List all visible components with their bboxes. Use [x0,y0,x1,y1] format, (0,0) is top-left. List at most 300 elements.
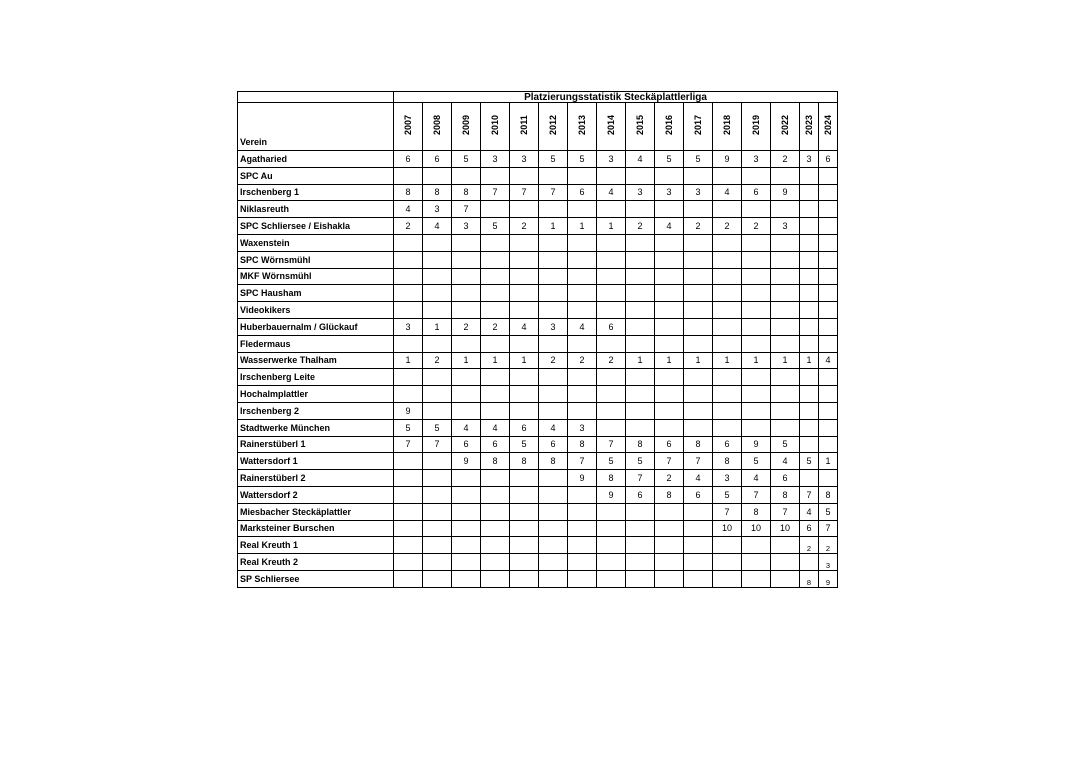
year-label: 2024 [823,114,833,136]
placement-cell [481,537,510,554]
placement-cell: 4 [819,352,838,369]
placement-cell: 4 [510,318,539,335]
placement-cell [597,570,626,587]
placement-cell [655,234,684,251]
team-name: Wattersdorf 2 [238,486,394,503]
year-header-2010 [481,103,510,151]
placement-cell: 2 [819,537,838,554]
placement-cell [481,503,510,520]
year-header-2016 [655,103,684,151]
placement-cell: 7 [481,184,510,201]
placement-cell: 4 [423,218,452,235]
placement-cell [626,386,655,403]
placement-cell [452,251,481,268]
placement-cell [481,251,510,268]
placement-cell [394,554,423,571]
placement-cell: 3 [771,218,800,235]
placement-cell [800,402,819,419]
year-label: 2009 [461,114,471,136]
placement-cell [819,184,838,201]
placement-cell [684,570,713,587]
placement-cell [597,335,626,352]
placement-cell: 5 [481,218,510,235]
team-name: Videokikers [238,302,394,319]
placement-cell [819,335,838,352]
placement-cell: 3 [568,419,597,436]
placement-cell [713,369,742,386]
placement-cell [800,318,819,335]
placement-cell: 4 [626,151,655,168]
placement-cell: 4 [771,453,800,470]
placement-cell [481,554,510,571]
team-name: Irschenberg 2 [238,402,394,419]
placement-cell: 4 [597,184,626,201]
placement-cell [568,302,597,319]
placement-cell [800,285,819,302]
placement-cell [510,302,539,319]
placement-cell [819,167,838,184]
placement-cell [452,386,481,403]
table-row [238,537,838,554]
placement-cell: 3 [626,184,655,201]
placement-cell: 5 [597,453,626,470]
placement-cell [539,402,568,419]
placement-cell: 3 [800,151,819,168]
placement-cell: 4 [394,201,423,218]
placement-cell [510,386,539,403]
team-name: SPC Schliersee / Eishakla [238,218,394,235]
table-row [238,335,838,352]
placement-cell [481,268,510,285]
placement-cell [597,268,626,285]
placement-cell: 2 [481,318,510,335]
placement-cell [568,402,597,419]
team-name: Real Kreuth 1 [238,537,394,554]
placement-cell: 2 [510,218,539,235]
placement-cell: 5 [800,453,819,470]
placement-cell: 3 [539,318,568,335]
placement-cell [510,335,539,352]
placement-cell: 5 [819,503,838,520]
year-header-2017 [684,103,713,151]
placement-cell [394,470,423,487]
placement-cell [684,268,713,285]
placement-cell [510,503,539,520]
placement-cell: 2 [771,151,800,168]
placement-cell: 1 [597,218,626,235]
team-name: Huberbauernalm / Glückauf [238,318,394,335]
placement-cell [626,419,655,436]
placement-cell: 7 [394,436,423,453]
table-row [238,402,838,419]
placement-cell [423,402,452,419]
placement-cell: 8 [626,436,655,453]
placement-cell [819,402,838,419]
placement-cell: 7 [597,436,626,453]
placement-cell [539,570,568,587]
placement-cell: 6 [597,318,626,335]
year-label: 2010 [490,114,500,136]
placement-cell [539,251,568,268]
placement-cell: 1 [510,352,539,369]
table-row [238,554,838,571]
placement-cell [771,318,800,335]
placement-cell: 9 [819,570,838,587]
table-row [238,352,838,369]
placement-cell [819,234,838,251]
placement-cell [713,335,742,352]
placement-cell [626,503,655,520]
team-name: Rainerstüberl 2 [238,470,394,487]
placement-cell: 2 [655,470,684,487]
placement-cell: 5 [655,151,684,168]
placement-cell [423,386,452,403]
placement-table-container [237,91,838,588]
placement-cell [568,537,597,554]
placement-cell [481,335,510,352]
year-header-2007 [394,103,423,151]
placement-cell [800,184,819,201]
year-label: 2012 [548,114,558,136]
placement-cell [771,234,800,251]
placement-cell [394,335,423,352]
team-name: Marksteiner Burschen [238,520,394,537]
placement-cell [452,554,481,571]
year-label: 2011 [519,115,529,135]
placement-cell [655,520,684,537]
placement-table [237,91,838,588]
placement-cell [423,554,452,571]
placement-cell: 8 [539,453,568,470]
placement-cell [394,486,423,503]
placement-cell: 6 [394,151,423,168]
placement-cell [655,419,684,436]
year-header-2008 [423,103,452,151]
table-row [238,369,838,386]
placement-cell [684,402,713,419]
placement-cell [771,251,800,268]
placement-cell [452,369,481,386]
placement-cell [655,386,684,403]
placement-cell [819,201,838,218]
placement-cell [568,486,597,503]
placement-cell [539,520,568,537]
year-label: 2017 [693,114,703,136]
placement-cell [742,234,771,251]
placement-cell [626,167,655,184]
placement-cell [713,402,742,419]
team-name: Wattersdorf 1 [238,453,394,470]
placement-cell [771,268,800,285]
placement-cell: 7 [771,503,800,520]
placement-cell [539,335,568,352]
placement-cell [819,251,838,268]
placement-cell [423,167,452,184]
placement-cell [452,537,481,554]
placement-cell: 7 [626,470,655,487]
placement-cell [394,453,423,470]
placement-cell [742,251,771,268]
placement-cell [423,302,452,319]
placement-cell: 9 [597,486,626,503]
placement-cell [819,302,838,319]
placement-cell: 6 [800,520,819,537]
placement-cell: 4 [800,503,819,520]
placement-cell [423,570,452,587]
year-label: 2023 [804,114,814,136]
placement-cell [481,520,510,537]
placement-cell [452,234,481,251]
placement-cell [800,201,819,218]
placement-cell: 2 [684,218,713,235]
placement-cell [568,234,597,251]
placement-cell: 3 [684,184,713,201]
placement-cell [510,486,539,503]
placement-cell [597,386,626,403]
team-name: Irschenberg 1 [238,184,394,201]
verein-column-header: Verein [238,103,394,151]
placement-cell [684,503,713,520]
placement-cell [568,520,597,537]
placement-cell: 3 [452,218,481,235]
table-row [238,486,838,503]
placement-cell: 10 [742,520,771,537]
placement-cell: 5 [713,486,742,503]
placement-cell [742,285,771,302]
placement-cell [742,570,771,587]
placement-cell: 6 [510,419,539,436]
placement-cell [423,234,452,251]
placement-cell [626,369,655,386]
placement-cell [394,520,423,537]
placement-cell [597,537,626,554]
placement-cell [452,486,481,503]
placement-cell: 3 [655,184,684,201]
placement-cell: 7 [742,486,771,503]
placement-cell [742,386,771,403]
placement-cell [394,167,423,184]
team-name: Real Kreuth 2 [238,554,394,571]
placement-cell [597,251,626,268]
team-name: SPC Au [238,167,394,184]
placement-cell [481,302,510,319]
placement-cell: 6 [771,470,800,487]
placement-cell [568,369,597,386]
placement-cell [771,285,800,302]
placement-cell: 5 [452,151,481,168]
placement-cell [655,554,684,571]
placement-cell [423,470,452,487]
placement-cell: 8 [655,486,684,503]
placement-cell: 1 [800,352,819,369]
placement-cell [655,167,684,184]
placement-cell [510,201,539,218]
placement-cell: 1 [394,352,423,369]
placement-cell [626,201,655,218]
placement-cell [713,570,742,587]
placement-cell: 4 [684,470,713,487]
placement-cell: 3 [423,201,452,218]
placement-cell: 8 [684,436,713,453]
placement-cell: 2 [713,218,742,235]
table-row [238,167,838,184]
placement-cell: 10 [713,520,742,537]
placement-cell [713,201,742,218]
placement-cell: 2 [568,352,597,369]
placement-cell [655,201,684,218]
team-name: Irschenberg Leite [238,369,394,386]
placement-cell: 1 [539,218,568,235]
team-name: Fledermaus [238,335,394,352]
placement-cell [452,167,481,184]
year-label: 2007 [403,114,413,136]
placement-cell [626,251,655,268]
year-header-2009 [452,103,481,151]
placement-cell [684,167,713,184]
placement-cell [394,570,423,587]
placement-cell [800,268,819,285]
placement-cell [452,302,481,319]
placement-cell: 4 [539,419,568,436]
placement-cell [481,285,510,302]
placement-cell: 7 [452,201,481,218]
placement-cell [597,503,626,520]
year-header-2018 [713,103,742,151]
placement-cell: 7 [684,453,713,470]
placement-cell [684,520,713,537]
placement-cell: 5 [684,151,713,168]
header-row [238,103,838,151]
placement-cell [394,234,423,251]
placement-cell: 6 [481,436,510,453]
year-header-2011 [510,103,539,151]
placement-cell: 8 [800,570,819,587]
placement-cell [684,386,713,403]
placement-cell: 6 [684,486,713,503]
placement-cell: 3 [597,151,626,168]
placement-cell [597,419,626,436]
placement-cell: 9 [771,184,800,201]
placement-cell: 6 [655,436,684,453]
placement-cell [510,251,539,268]
placement-cell [539,486,568,503]
placement-cell [800,167,819,184]
placement-cell [452,335,481,352]
placement-cell [819,436,838,453]
placement-cell [771,335,800,352]
placement-cell [684,554,713,571]
placement-cell [597,369,626,386]
placement-cell [655,251,684,268]
placement-cell [568,251,597,268]
placement-cell: 6 [423,151,452,168]
placement-cell: 2 [394,218,423,235]
placement-cell [819,470,838,487]
placement-cell [423,285,452,302]
team-name: Agatharied [238,151,394,168]
placement-cell [819,268,838,285]
table-row [238,470,838,487]
placement-cell [684,335,713,352]
table-row [238,436,838,453]
placement-cell [394,369,423,386]
year-header-2013 [568,103,597,151]
placement-cell [510,268,539,285]
placement-cell [713,251,742,268]
placement-cell: 2 [452,318,481,335]
placement-cell [684,201,713,218]
placement-cell [626,234,655,251]
placement-cell: 4 [481,419,510,436]
placement-cell [771,554,800,571]
placement-cell [539,537,568,554]
placement-cell [423,268,452,285]
placement-cell: 1 [568,218,597,235]
placement-cell [394,285,423,302]
placement-cell [597,234,626,251]
placement-cell: 9 [568,470,597,487]
placement-cell [713,537,742,554]
placement-cell [423,537,452,554]
placement-cell [655,402,684,419]
placement-cell [713,167,742,184]
placement-cell [568,503,597,520]
placement-cell [684,318,713,335]
placement-cell: 2 [800,537,819,554]
placement-cell: 1 [423,318,452,335]
placement-cell: 1 [713,352,742,369]
placement-cell [481,167,510,184]
placement-cell [481,369,510,386]
table-row [238,302,838,319]
placement-cell: 8 [452,184,481,201]
placement-cell: 2 [742,218,771,235]
placement-cell [597,302,626,319]
placement-cell [452,470,481,487]
table-row [238,201,838,218]
year-label: 2022 [780,114,790,136]
placement-cell [452,285,481,302]
placement-cell [684,251,713,268]
team-name: Niklasreuth [238,201,394,218]
placement-cell [423,503,452,520]
placement-cell [684,537,713,554]
table-row [238,151,838,168]
placement-cell [742,335,771,352]
placement-cell: 9 [742,436,771,453]
placement-cell: 3 [394,318,423,335]
placement-cell [771,369,800,386]
placement-cell [510,554,539,571]
placement-cell [713,285,742,302]
placement-cell [800,436,819,453]
placement-cell: 1 [481,352,510,369]
placement-cell [771,402,800,419]
placement-cell [742,419,771,436]
placement-cell [713,318,742,335]
year-header-2012 [539,103,568,151]
year-label: 2016 [664,114,674,136]
placement-cell [394,537,423,554]
placement-cell [452,520,481,537]
placement-cell [568,167,597,184]
table-title: Platzierungsstatistik Steckäplattlerliga [394,92,838,103]
placement-cell: 8 [394,184,423,201]
placement-cell [394,386,423,403]
team-name: Miesbacher Steckäplattler [238,503,394,520]
placement-cell: 1 [819,453,838,470]
placement-cell [742,302,771,319]
